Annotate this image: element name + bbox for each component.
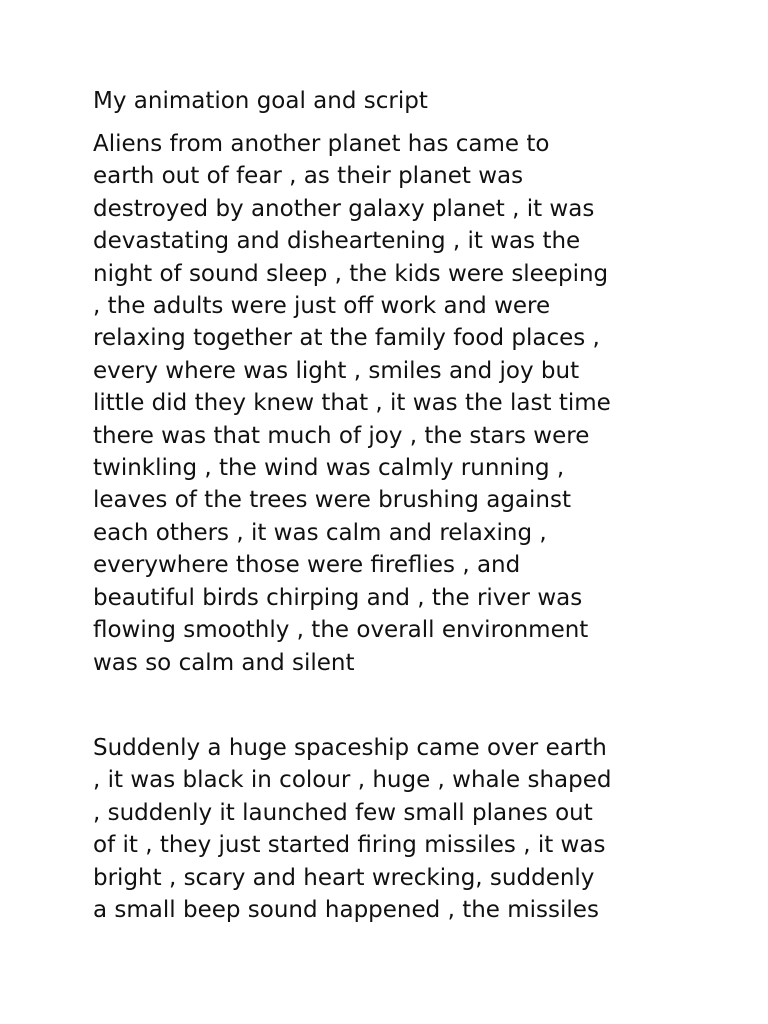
document-page — [93, 86, 693, 926]
paragraph-spacer — [93, 679, 693, 732]
document-title: My animation goal and script — [93, 88, 428, 114]
paragraph-aliens-arrival: Aliens from another planet has came to earth out of fear , as their planet was destroyed by another galaxy planet , it was devastating and disheartening , it was the night of sound sleep , the kids were sleeping , the adults were just off work and were relaxing together at the family food places , every where was light , smiles and joy but little did they knew that , it was the last time there was that much of joy , the stars were twinkling , the wind was calmly running , leaves of the trees were brushing against each others , it was calm and relaxing , everywhere those were fireflies , and beautiful birds chirping and , the river was flowing smoothly , the overall environment was so calm and silent — [93, 131, 611, 676]
paragraph-spaceship-attack: Suddenly a huge spaceship came over earth , it was black in colour , huge , whale shaped , suddenly it launched few small planes out of it , they just started firing missiles , it was bright , scary and heart wrecking, suddenly a small beep sound happened , the missiles — [93, 734, 612, 923]
